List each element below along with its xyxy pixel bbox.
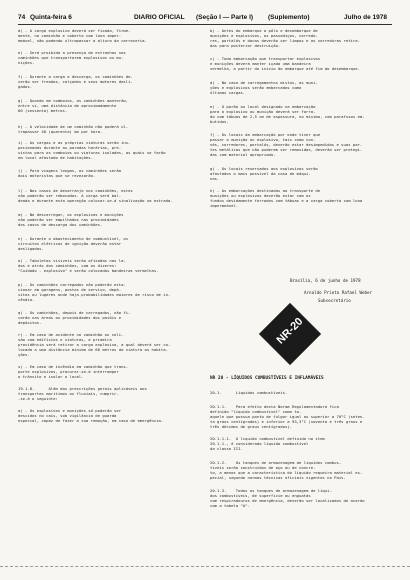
right-item-h: h) - As embarcações destinadas ao transporte de munições ou explosivos deverão estar com os fundos devidamente forrados com tábuas e a carga coberta com lona impermeável.	[210, 188, 363, 208]
page-number: 74	[18, 14, 26, 21]
left-item-g: g) - Quando em comboios, os caminhões manterão, entre si, uma distância de aproximadamente 60 (sessenta) metros.	[18, 98, 129, 113]
nr20-item-20-1-3: 20.1.3. Todos os tanques de armazenagem de líqui- dos combustíveis, de superfície ou enguatás com respiradouros de emergência, deverão ser localizados de acordo com a tabela "A".	[210, 488, 365, 508]
page-date: Julho de 1978	[344, 14, 387, 21]
right-item-c: c) - Todo embarcação que transportar explosivos e munições deverá manter içada uma bandeira vermelha, a partir do início do embarque até fim do desembarque.	[210, 56, 360, 71]
left-item-19-1-8: 19.1.8. Além das prescrições gerais aplicáveis aos transportes marítimos ou fluviais, cumprir- -se-á o seguinte:	[18, 386, 147, 401]
left-item-n: n) - Durante o abastecimento de combustível, os circuitos elétricos de ignição deverão estar desligados.	[18, 236, 129, 251]
page-weekday: Quinta-feira 6	[30, 14, 72, 21]
right-item-g: g) - Os locais reservados aos explosivos serão afastados o mais possível da casa de máqui- nas.	[210, 166, 318, 181]
nr20-stamp-label: NR-20	[274, 315, 306, 347]
nr20-item-20-1-2: 20.1.2. Os tanques de armazenagem de líquidos combus- tíveis serão construídos de aço ou de concre- to, a menos que a característica do líquido requeira material es- pecial, segundo normas técnicas oficiais vigentes no País.	[210, 460, 363, 480]
nr20-item-20-1-1-1: 20.1.1.1. O líquido combustível definido no item 20.1.1., é considerado líquido combustível da classe III.	[210, 436, 325, 451]
right-item-f: f) - Os locais da embarcação por onde tiver que passar a munição ou explosivo, tais como con- vés, corredores, portalós, deverão estar desimpedidos e suas par- tes metálicas que não puderem ser removidas, deverão ser protegi- das com material apropriado.	[210, 132, 363, 157]
right-item-d: d) - No caso de carregamentos mistos, as muni- ções e explosivos serão embarcados como últimas cargas.	[210, 80, 318, 95]
left-item-r: r) - Em caso de acidente no caminhão ou coli- são com edifícios e viaturas, a primeira providência será retirar a carga explosiva, a qual deverá ser co- locada a uma distância mínima de 60 metros da viatura ou habita- ções.	[18, 332, 171, 357]
page-bottom-edge	[0, 566, 410, 573]
left-item-q: q) - Os caminhões, depois de carregados, não fi- carão nas áreas ou proximidades dos paióis e depósitos.	[18, 310, 131, 325]
right-item-e: e) - O porão ou local designado na embarcação para o explosivo ou munição deverá ser forra- do com tábuas de 2,5 cm de espessura, no mínimo, com parafusos em- butidos.	[210, 104, 365, 124]
left-item-i: i) - As cargas e as próprias viaturas serão ins- pecionadas durante as paradas horárias, pre- vistas para os comboios ou viaturas isoladas, as quais se farão em local afastado de habitações.	[18, 140, 166, 160]
signature-role: Subsecretário	[318, 298, 351, 303]
left-item-e: e) - Será proibida a presença de estranhos nos caminhões que transportarem explosivos ou mu- nições.	[18, 50, 126, 65]
page-header	[18, 14, 392, 24]
left-item-h: h) - A velocidade de um caminhão não poderá ul- trapassar 40 (quarenta) km por hora.	[18, 124, 129, 134]
right-item-b: b) - Antes do embarque a pólo e desembarque de munições e explosivos, os passadiços, corredo- res, portalós e docas deverão ser limpos e as varreduras retira- das para posterior destruição.	[210, 28, 360, 48]
left-item-p: p) - Os caminhões carregados não poderão esta- cionar em garagens, postos de serviço, depó- sitos ou lugares onde haja probabilidades maiores de risco de in- cêndio.	[18, 282, 171, 302]
nr20-item-20-1-1: 20.1.1. Para efeito desta Norma Regulamentadora fica definido "líquido combustível" como to- aquele que possua ponto de fulgor igual ou superior a 70°C (seten- ta graus centígrados) e inferior a 93,3°C (noventa e três graus e três décimos de graus centígrados).	[210, 404, 365, 429]
left-item-s: s) - Em caso de incêndio em caminhão que trans- porte explosivos, procurar-se-á interromper o trânsito e isolar o local.	[18, 364, 129, 379]
signature-name: Arnaldo Prieto Rafael Weber	[304, 290, 373, 295]
left-item-m: m) - No descarregar, os explosivos e munições não poderão ser empilhados nas proximidades dos casos de descarga dos caminhões.	[18, 212, 124, 227]
left-item-a: a) - Os explosivos e munições só poderão ser descidos no cais, sob vigilância de guarda especial, capaz de fazer a sua remoção, em caso de emergência.	[18, 408, 164, 423]
left-item-d: d) - A carga explosiva deverá ser fixada, firme- mente, no caminhão e coberta com lona imper- meável, não podendo ultrapassar a altura da carroceria.	[18, 28, 147, 43]
nr20-item-20-1: 20.1. Líquidos combustíveis.	[210, 390, 288, 395]
left-item-l: l) - Nos casos de desarranjo nos caminhões, estes não poderão ser rebocados. A carga será bal- deada e durante esta operação colocar-se-á sinalização na estrada.	[18, 188, 173, 203]
left-item-f: f) - Durante a carga e descarga, os caminhões de- verão ser freados, calçados e seus motores desli- gados.	[18, 74, 133, 89]
left-item-o: o) - Tabuletas visíveis serão afixadas nos la- dos e atrás dos caminhões, com os dizeres: "Cuidado - explosivo" e serão colocadas bandeiras vermelhas.	[18, 258, 159, 273]
signature-place-date: Brasília, 6 de junho de 1978	[290, 278, 361, 283]
left-item-j: j) - Para viagens longas, os caminhões serão dois motoristas que se revezarão.	[18, 168, 122, 178]
section-title: NR 20 - LÍQUIDOS COMBUSTÍVEIS E INFLAMÁVEIS	[210, 376, 324, 381]
journal-title: DIARIO OFICIAL	[134, 14, 185, 21]
header-rule	[18, 24, 392, 25]
journal-section: (Seção I — Parte I)	[196, 14, 254, 21]
journal-supplement: (Suplemento)	[268, 14, 310, 21]
